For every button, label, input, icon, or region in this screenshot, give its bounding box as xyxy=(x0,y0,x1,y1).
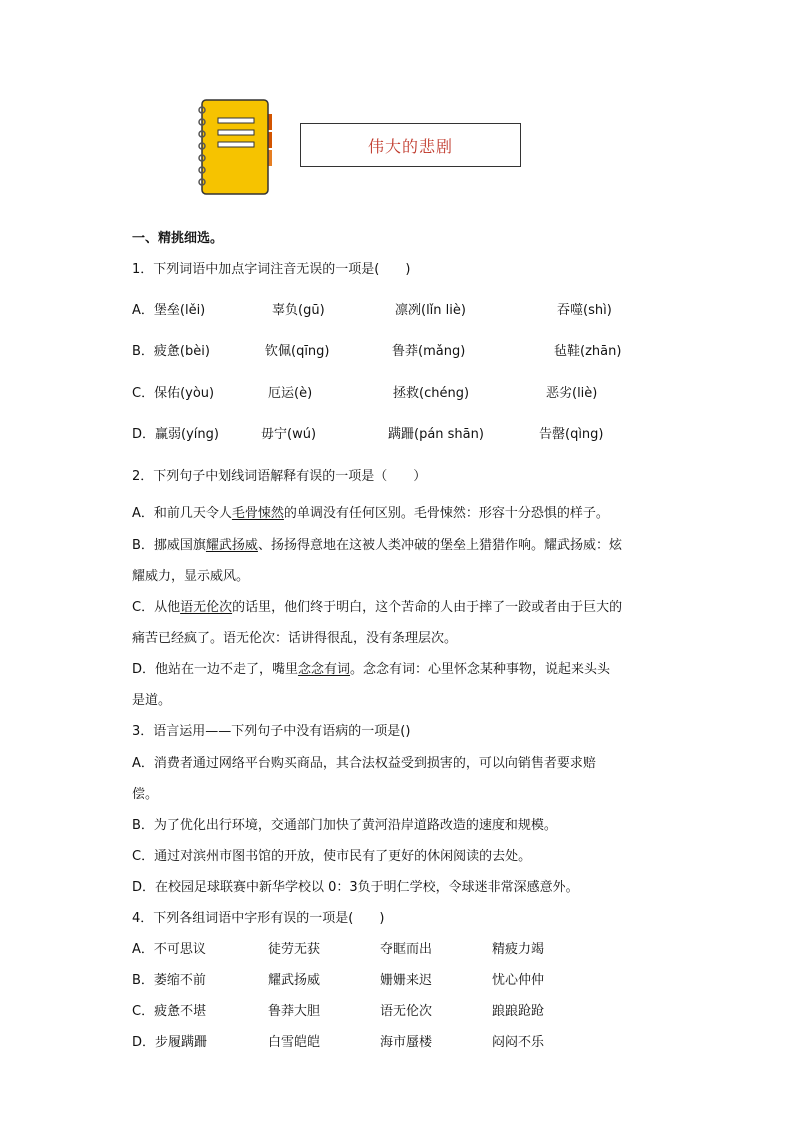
question-1-stem: 1．下列词语中加点字词注音无误的一项是( ) xyxy=(132,262,411,277)
page-title-box xyxy=(300,123,521,167)
q2-option-c: C．从他语无伦次的话里，他们终于明白，这个苦命的人由于摔了一跤或者由于巨大的 xyxy=(132,600,623,615)
q2-option-d: D．他站在一边不走了，嘴里念念有词。念念有词：心里怀念某种事物，说起来头头 xyxy=(132,662,611,677)
q2-option-b-cont: 耀威力，显示威风。 xyxy=(132,569,250,584)
q3-option-c: C．通过对滨州市图书馆的开放，使市民有了更好的休闲阅读的去处。 xyxy=(132,849,532,864)
q4-option-b-1: B．萎缩不前 xyxy=(132,973,206,988)
q1-option-c-2: 厄运(è) xyxy=(268,386,313,401)
q4-option-c-4: 踉踉跄跄 xyxy=(492,1004,545,1019)
q4-option-b-3: 姗姗来迟 xyxy=(380,973,433,988)
q3-option-a-cont: 偿。 xyxy=(132,787,159,802)
q3-option-d: D．在校园足球联赛中新华学校以 0：3负于明仁学校，令球迷非常深感意外。 xyxy=(132,880,579,895)
q1-option-d-2: 毋宁(wú) xyxy=(261,427,317,442)
q2-underlined-term-b: 耀武扬威 xyxy=(205,538,258,553)
page-title: 伟大的悲剧 xyxy=(367,136,453,156)
question-2-stem: 2．下列句子中划线词语解释有误的一项是（ ） xyxy=(132,469,427,484)
q4-option-c-3: 语无伦次 xyxy=(380,1004,433,1019)
q1-option-d-3: 蹒跚(pán shān) xyxy=(388,427,484,442)
q1-option-d-1: D．赢弱(yíng) xyxy=(132,427,219,442)
q1-option-c-1: C．保佑(yòu) xyxy=(132,386,215,401)
q2-option-a: A．和前几天令人毛骨悚然的单调没有任何区别。毛骨悚然：形容十分恐惧的样子。 xyxy=(132,506,609,521)
q1-option-a-3: 凛冽(lǐn liè) xyxy=(395,303,466,318)
q1-option-a-4: 吞噬(shì) xyxy=(557,303,612,318)
q4-option-d-1: D．步履蹒跚 xyxy=(132,1035,208,1050)
q3-option-b: B．为了优化出行环境，交通部门加快了黄河沿岸道路改造的速度和规模。 xyxy=(132,818,557,833)
q2-option-c-cont: 痛苦已经疯了。语无伦次：话讲得很乱，没有条理层次。 xyxy=(132,631,458,646)
q2-option-d-cont: 是道。 xyxy=(132,693,172,708)
q4-option-a-3: 夺眶而出 xyxy=(380,942,433,957)
q1-option-b-3: 鲁莽(mǎng) xyxy=(392,344,466,359)
q1-option-a-1: A．堡垒(lěi) xyxy=(132,303,206,318)
q1-option-b-2: 钦佩(qīng) xyxy=(265,344,330,359)
q4-option-d-4: 闷闷不乐 xyxy=(492,1035,545,1050)
q1-option-c-3: 拯救(chéng) xyxy=(393,386,470,401)
q4-option-c-2: 鲁莽大胆 xyxy=(268,1004,321,1019)
q4-option-c-1: C．疲惫不堪 xyxy=(132,1004,207,1019)
question-3-stem: 3．语言运用——下列句子中没有语病的一项是() xyxy=(132,724,411,739)
q1-option-a-2: 辜负(gū) xyxy=(272,303,325,318)
q2-underlined-term-d: 念念有词 xyxy=(298,662,351,677)
q1-option-b-1: B．疲惫(bèi) xyxy=(132,344,210,359)
section-heading: 一、精挑细选。 xyxy=(132,231,224,246)
q2-underlined-term-a: 毛骨悚然 xyxy=(231,506,284,521)
q4-option-a-2: 徒劳无获 xyxy=(268,942,321,957)
q4-option-a-4: 精疲力竭 xyxy=(492,942,545,957)
q1-option-b-4: 毡鞋(zhān) xyxy=(554,344,622,359)
q3-option-a: A．消费者通过网络平台购买商品，其合法权益受到损害的，可以向销售者要求赔 xyxy=(132,756,596,771)
q4-option-b-4: 忧心仲仲 xyxy=(492,973,545,988)
q4-option-a-1: A．不可思议 xyxy=(132,942,206,957)
q4-option-d-2: 白雪皑皑 xyxy=(268,1035,321,1050)
q4-option-b-2: 耀武扬威 xyxy=(268,973,321,988)
notebook-icon xyxy=(196,98,276,196)
q1-option-d-4: 告罄(qìng) xyxy=(539,427,604,442)
question-4-stem: 4．下列各组词语中字形有误的一项是( ) xyxy=(132,911,385,926)
q1-option-c-4: 恶劣(liè) xyxy=(546,386,598,401)
q2-option-b: B．挪威国旗耀武扬威、扬扬得意地在这被人类冲破的堡垒上猎猎作响。耀武扬威：炫 xyxy=(132,538,622,553)
q4-option-d-3: 海市蜃楼 xyxy=(380,1035,433,1050)
q2-underlined-term-c: 语无伦次 xyxy=(180,600,233,615)
